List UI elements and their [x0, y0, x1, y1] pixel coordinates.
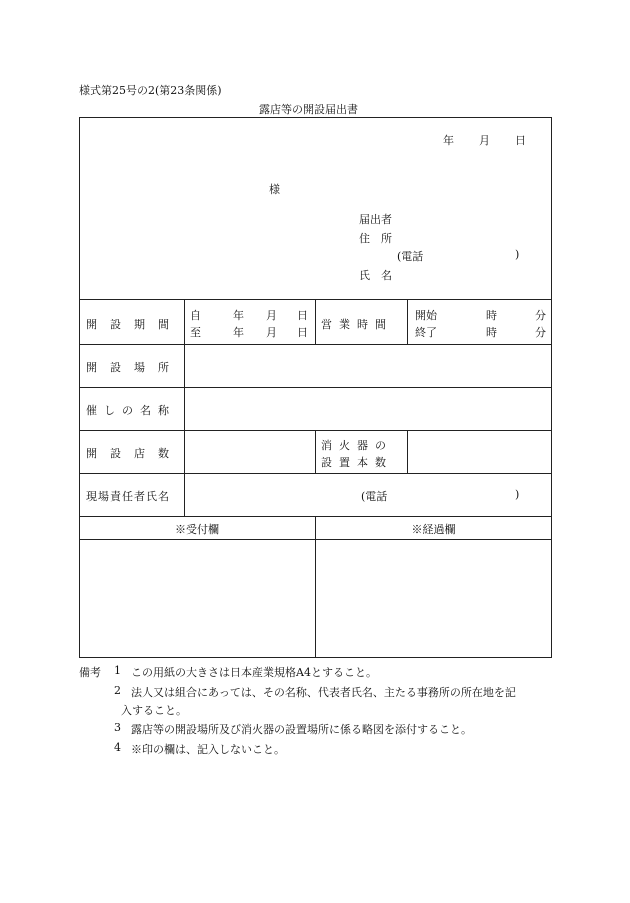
period-to-year: 年	[233, 326, 244, 339]
note-2-text: 法人又は組合にあっては、その名称、代表者氏名、主たる事務所の所在地を記	[131, 686, 516, 699]
progress-label: ※経過欄	[411, 523, 456, 536]
divider-office	[315, 516, 316, 658]
reception-label: ※受付欄	[175, 523, 219, 536]
period-to-day: 日	[297, 326, 308, 339]
date-year: 年	[443, 134, 454, 147]
date-month: 月	[479, 134, 490, 147]
form-number: 様式第25号の2(第23条関係)	[79, 84, 222, 97]
note-2-number: 2	[114, 684, 121, 697]
location-field[interactable]	[185, 345, 551, 387]
extinguisher-count-field[interactable]	[408, 431, 551, 473]
location-label: 開設場所	[86, 361, 182, 374]
event-name-field[interactable]	[185, 388, 551, 430]
note-2-text-continued: 入すること。	[121, 704, 187, 717]
end-minute: 分	[535, 326, 546, 339]
note-3-number: 3	[114, 721, 121, 734]
end-hour: 時	[486, 326, 497, 339]
form-title: 露店等の開設届出書	[259, 103, 358, 116]
manager-phone-label: (電話	[361, 490, 388, 503]
extinguisher-label-line1: 消火器の	[321, 439, 393, 452]
period-from-day: 日	[297, 309, 308, 322]
period-from-prefix: 自	[190, 309, 201, 322]
period-from-month: 月	[266, 309, 277, 322]
extinguisher-label-line2: 設置本数	[321, 456, 393, 469]
period-label: 開設期間	[86, 318, 182, 331]
period-to-month: 月	[266, 326, 277, 339]
start-minute: 分	[535, 309, 546, 322]
event-name-label: 催しの名称	[86, 404, 176, 417]
manager-phone-close: )	[515, 488, 520, 501]
note-4-number: 4	[114, 741, 121, 754]
hours-label: 営業時間	[321, 318, 393, 331]
store-count-label: 開設店数	[86, 447, 182, 460]
period-to-prefix: 至	[190, 326, 201, 339]
date-day: 日	[515, 134, 526, 147]
start-label: 開始	[415, 309, 437, 322]
note-4-text: ※印の欄は、記入しないこと。	[131, 743, 285, 756]
manager-label: 現場責任者氏名	[86, 490, 170, 503]
addressee-suffix: 様	[269, 183, 280, 196]
phone-label: (電話	[397, 250, 424, 263]
note-1-number: 1	[114, 664, 121, 677]
end-label: 終了	[415, 326, 437, 339]
store-count-field[interactable]	[185, 431, 315, 473]
start-hour: 時	[486, 309, 497, 322]
period-from-year: 年	[233, 309, 244, 322]
note-1-text: この用紙の大きさは日本産業規格A4とすること。	[131, 666, 377, 679]
divider-stores-extinguisher	[315, 430, 316, 473]
phone-close: )	[515, 248, 520, 261]
name-label: 氏 名	[359, 269, 392, 282]
divider-hours-value	[407, 299, 408, 344]
notes-heading: 備考	[79, 666, 101, 679]
note-3-text: 露店等の開設場所及び消火器の設置場所に係る略図を添付すること。	[131, 723, 472, 736]
address-label: 住 所	[359, 232, 392, 245]
applicant-label: 届出者	[359, 213, 392, 226]
divider-period-hours	[315, 299, 316, 344]
divider-stores	[79, 473, 552, 474]
